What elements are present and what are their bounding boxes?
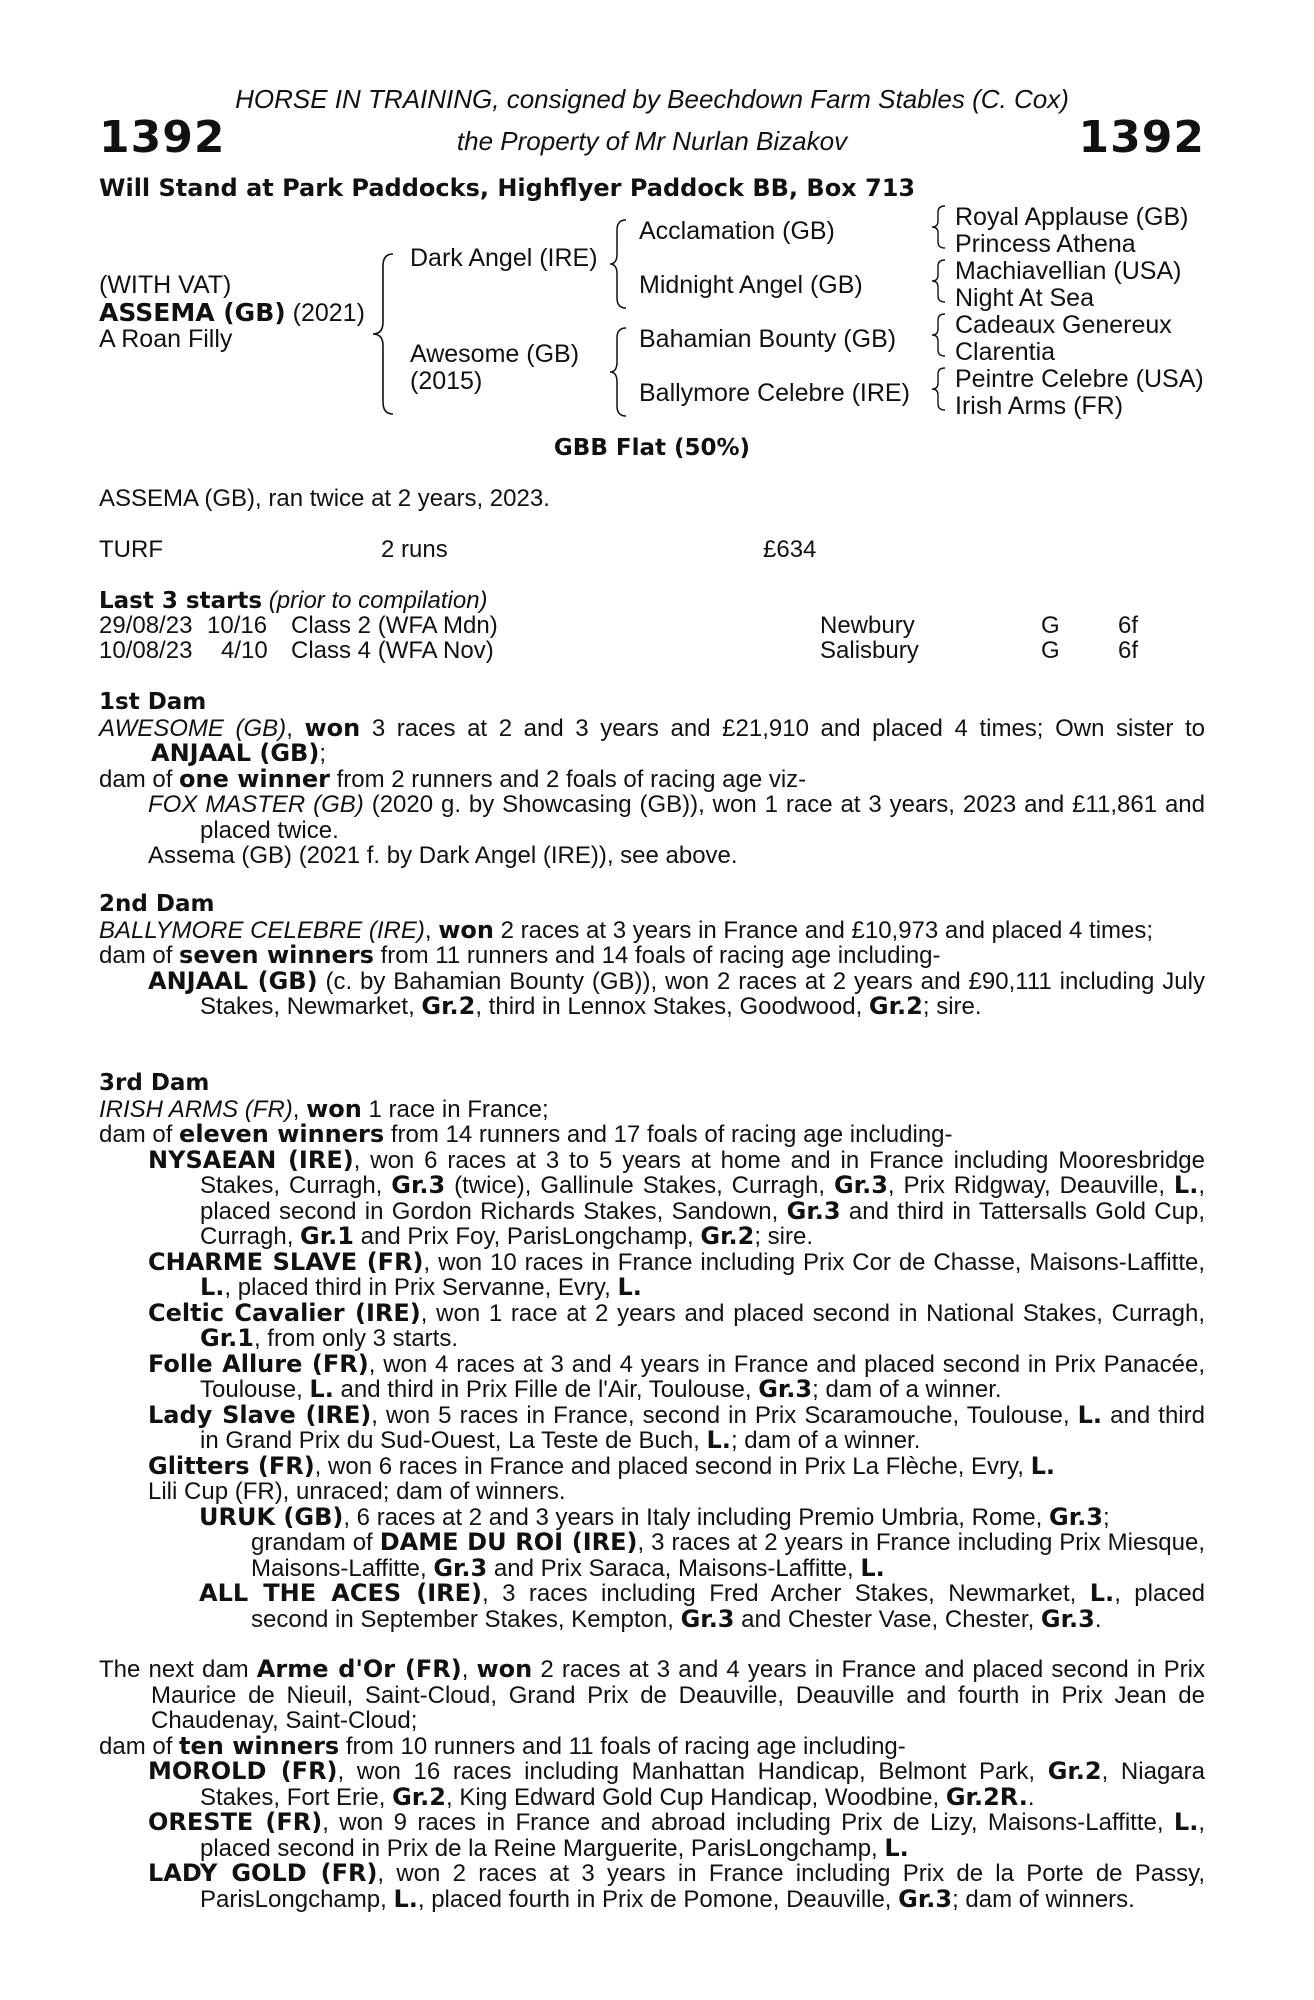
pedigree-bracket-3d [930, 366, 950, 412]
progeny-entry: Celtic Cavalier (IRE), won 1 race at 2 years and placed second in National Stakes, Curragh, Gr.1, from only 3 starts. [148, 1298, 1205, 1352]
pedigree-bracket-3b [930, 258, 950, 304]
progeny-entry: FOX MASTER (GB) (2020 g. by Showcasing (GB)), won 1 race at 3 years, 2023 and £11,861 and placed twice. [148, 791, 1205, 844]
horse-name: ASSEMA (GB) [99, 298, 286, 327]
sire: Dark Angel (IRE) [410, 244, 598, 272]
pedigree-bracket-2a [608, 218, 632, 310]
bonus-scheme: GBB Flat (50%) [553, 435, 751, 461]
gen3-7: Peintre Celebre (USA) [955, 365, 1204, 393]
stand-location: Will Stand at Park Paddocks, Highflyer Paddock BB, Box 713 [99, 174, 916, 202]
gen3-4: Night At Sea [955, 284, 1094, 312]
next-dam-produce: dam of ten winners from 10 runners and 11 foals of racing age including- [99, 1731, 906, 1760]
progeny-entry: CHARME SLAVE (FR), won 10 races in France including Prix Cor de Chasse, Maisons-Laffitte, L., placed third in Prix Servanne, Evry, L. [148, 1247, 1205, 1301]
gen3-8: Irish Arms (FR) [955, 392, 1124, 420]
next-dam-section [99, 1657, 1205, 1912]
progeny-entry: URUK (GB), 6 races at 2 and 3 years in Italy including Premio Umbria, Rome, Gr.3; grandam of DAME DU ROI (IRE), 3 races at 2 years in France including Prix Miesque, Maisons-Laffitte, Gr.3 and Prix Saraca, Maisons-Laffitte, L. [199, 1502, 1206, 1582]
next-dam-record: The next dam Arme d'Or (FR), won 2 races at 3 and 4 years in France and placed second in Prix Maurice de Nieuil, Saint-Cloud, Grand Prix de Deauville, Deauville and fourth in Prix Jean de Chaudenay, Saint-Cloud; [99, 1655, 1205, 1734]
gen3-1: Royal Applause (GB) [955, 203, 1189, 231]
progeny-entry: ALL THE ACES (IRE), 3 races including Fred Archer Stakes, Newmarket, L., placed second in September Stakes, Kempton, Gr.3 and Chester Vase, Chester, Gr.3. [199, 1579, 1206, 1633]
progeny-entry: LADY GOLD (FR), won 2 races at 3 years in France including Prix de la Porte de Passy, ParisLongchamp, L., placed fourth in Prix de Pomone, Deauville, Gr.3; dam of winners. [148, 1859, 1205, 1913]
lot-number-right: 1392 [1078, 112, 1205, 163]
second-dam-produce: dam of seven winners from 11 runners and 14 foals of racing age including- [99, 941, 941, 969]
race-summary: ASSEMA (GB), ran twice at 2 years, 2023. [99, 485, 550, 512]
progeny-entry: ORESTE (FR), won 9 races in France and abroad including Prix de Lizy, Maisons-Laffitte, L., placed second in Prix de la Reine Marguerite, ParisLongchamp, L. [148, 1808, 1205, 1862]
progeny-entry: Glitters (FR), won 6 races in France and placed second in Prix La Flèche, Evry, L. [148, 1451, 1056, 1480]
gen3-3: Machiavellian (USA) [955, 257, 1182, 285]
consignment-line: HORSE IN TRAINING, consigned by Beechdown Farm Stables (C. Cox) [235, 84, 1069, 114]
progeny-entry: NYSAEAN (IRE), won 6 races at 3 to 5 years at home and in France including Mooresbridge Stakes, Curragh, Gr.3 (twice), Gallinule Stakes, Curragh, Gr.3, Prix Ridgway, Deauville, L., placed second in Gordon Richards Stakes, Sandown, Gr.3 and third in Tattersalls Gold Cup, Curragh, Gr.1 and Prix Foy, ParisLongchamp, Gr.2; sire. [148, 1145, 1206, 1250]
first-dam-produce: dam of one winner from 2 runners and 2 foals of racing age viz- [99, 764, 807, 793]
second-dam-section [99, 892, 1205, 1020]
turf-earnings: £634 [763, 536, 817, 563]
third-dam-section [99, 1071, 1205, 1632]
lot-number-left: 1392 [99, 112, 226, 163]
dam: Awesome (GB) [410, 340, 580, 368]
first-dam-heading: 1st Dam [99, 689, 207, 715]
progeny-entry: Folle Allure (FR), won 4 races at 3 and 4 years in France and placed second in Prix Panacée, Toulouse, L. and third in Prix Fille de l'Air, Toulouse, Gr.3; dam of a winner. [148, 1349, 1205, 1403]
gen3-6: Clarentia [955, 338, 1056, 366]
pedigree-bracket-2b [608, 326, 632, 418]
grandsire-sire: Acclamation (GB) [639, 217, 835, 245]
horse-description: A Roan Filly [99, 325, 233, 353]
progeny-entry: Lady Slave (IRE), won 5 races in France, second in Prix Scaramouche, Toulouse, L. and third in Grand Prix du Sud-Ouest, La Teste de Buch, L.; dam of a winner. [148, 1400, 1205, 1454]
first-dam-record: AWESOME (GB), won 3 races at 2 and 3 years and £21,910 and placed 4 times; Own sister to ANJAAL (GB); [99, 713, 1205, 767]
last-starts-heading: Last 3 starts (prior to compilation) [99, 587, 488, 614]
progeny-entry: Lili Cup (FR), unraced; dam of winners. [148, 1478, 566, 1505]
pedigree-bracket-3c [930, 312, 950, 358]
granddam-dam: Ballymore Celebre (IRE) [639, 379, 910, 407]
third-dam-heading: 3rd Dam [99, 1070, 210, 1096]
gen3-2: Princess Athena [955, 230, 1136, 258]
third-dam-record: IRISH ARMS (FR), won 1 race in France; [99, 1094, 549, 1123]
progeny-entry: MOROLD (FR), won 16 races including Manhattan Handicap, Belmont Park, Gr.2, Niagara Stakes, Fort Erie, Gr.2, King Edward Gold Cup Handicap, Woodbine, Gr.2R.. [148, 1757, 1205, 1811]
property-line: the Property of Mr Nurlan Bizakov [456, 126, 848, 156]
turf-runs: 2 runs [381, 536, 448, 563]
progeny-entry: ANJAAL (GB) (c. by Bahamian Bounty (GB)), won 2 races at 2 years and £90,111 including July Stakes, Newmarket, Gr.2, third in Lennox Stakes, Goodwood, Gr.2; sire. [148, 966, 1205, 1020]
gen3-5: Cadeaux Genereux [955, 311, 1172, 339]
first-dam-section [99, 690, 1205, 869]
third-dam-produce: dam of eleven winners from 14 runners and 17 foals of racing age including- [99, 1120, 953, 1148]
second-dam-heading: 2nd Dam [99, 891, 215, 917]
dam-year: (2015) [410, 367, 483, 395]
horse-name-line [99, 299, 365, 327]
granddam-sire: Midnight Angel (GB) [639, 271, 863, 299]
grandsire-dam: Bahamian Bounty (GB) [639, 325, 897, 353]
turf-label: TURF [99, 536, 163, 563]
pedigree-bracket-1 [371, 252, 401, 416]
vat-note: (WITH VAT) [99, 271, 232, 299]
pedigree-bracket-3a [930, 204, 950, 250]
progeny-entry: Assema (GB) (2021 f. by Dark Angel (IRE)), see above. [148, 842, 738, 869]
second-dam-record: BALLYMORE CELEBRE (IRE), won 2 races at 3 years in France and £10,973 and placed 4 times; [99, 915, 1154, 944]
horse-year: (2021) [292, 299, 365, 327]
